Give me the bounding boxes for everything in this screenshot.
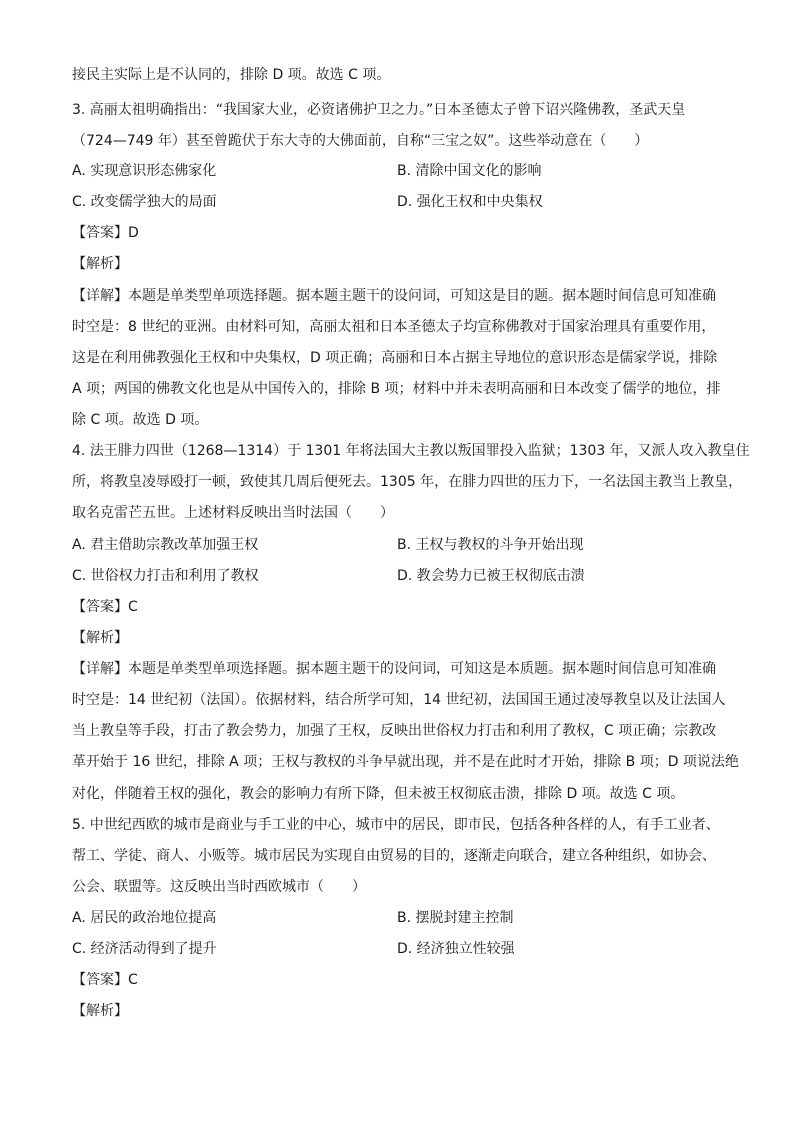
q3-option-c: C. 改变儒学独大的局面: [72, 194, 217, 210]
q5-option-b: B. 摆脱封建主控制: [397, 910, 514, 926]
q3-detail-line-3: 这是在利用佛教强化王权和中央集权，D 项正确；高丽和日本占据主导地位的意识形态是儒家学说，排除: [72, 350, 718, 366]
q4-stem-line-3: 取名克雷芒五世。上述材料反映出当时法国（ ）: [72, 505, 394, 521]
q4-detail-line-5: 对化，伴随着王权的强化，教会的影响力有所下降，但未被王权彻底击溃，排除 D 项。故选 C 项。: [72, 786, 685, 802]
q4-detail-line-1: 【详解】本题是单类型单项选择题。据本题主题干的设问词，可知这是本质题。据本题时间信息可知准确: [72, 661, 716, 677]
q4-option-b: B. 王权与教权的斗争开始出现: [397, 537, 584, 553]
q4-answer: 【答案】C: [72, 599, 138, 615]
q5-option-c: C. 经济活动得到了提升: [72, 941, 217, 957]
q4-option-c: C. 世俗权力打击和利用了教权: [72, 568, 259, 584]
q5-option-d: D. 经济独立性较强: [397, 941, 515, 957]
q4-detail-line-3: 当上教皇等手段，打击了教会势力，加强了王权，反映出世俗权力打击和利用了教权，C 项正确；宗教改: [72, 723, 717, 739]
q4-option-a: A. 君主借助宗教改革加强王权: [72, 537, 259, 553]
q4-option-d: D. 教会势力已被王权彻底击溃: [397, 568, 585, 584]
q5-stem-line-3: 公会、联盟等。这反映出当时西欧城市（ ）: [72, 879, 366, 895]
q4-analysis-label: 【解析】: [72, 630, 128, 646]
q3-stem-line-2: （724—749 年）甚至曾跪伏于东大寺的大佛面前，自称“三宝之奴”。这些举动意在（ ）: [72, 133, 649, 149]
q5-analysis-label: 【解析】: [72, 1003, 128, 1019]
q3-detail-line-4: A 项；两国的佛教文化也是从中国传入的，排除 B 项；材料中并未表明高丽和日本改变了儒学的地位，排: [72, 381, 721, 397]
q5-answer: 【答案】C: [72, 972, 138, 988]
q2-explanation-end: 接民主实际上是不认同的，排除 D 项。故选 C 项。: [72, 67, 391, 83]
q3-option-b: B. 清除中国文化的影响: [397, 163, 542, 179]
q4-detail-line-2: 时空是：14 世纪初（法国）。依据材料，结合所学可知，14 世纪初，法国国王通过凌辱教皇以及让法国人: [72, 692, 726, 708]
q3-detail-line-2: 时空是：8 世纪的亚洲。由材料可知，高丽太祖和日本圣德太子均宣称佛教对于国家治理具有重要作用，: [72, 319, 716, 335]
q3-option-a: A. 实现意识形态佛家化: [72, 163, 217, 179]
q3-stem-line-1: 3. 高丽太祖明确指出：“我国家大业，必资诸佛护卫之力。”日本圣德太子曾下诏兴隆佛教，圣武天皇: [72, 102, 686, 118]
q3-detail-line-5: 除 C 项。故选 D 项。: [72, 412, 209, 428]
q4-detail-line-4: 革开始于 16 世纪，排除 A 项；王权与教权的斗争早就出现，并不是在此时才开始，排除 B 项；D 项说法绝: [72, 754, 739, 770]
q5-stem-line-1: 5. 中世纪西欧的城市是商业与手工业的中心，城市中的居民，即市民，包括各种各样的人，有手工业者、: [72, 817, 720, 833]
q5-stem-line-2: 帮工、学徒、商人、小贩等。城市居民为实现自由贸易的目的，逐渐走向联合，建立各种组织，如协会、: [72, 848, 716, 864]
q3-analysis-label: 【解析】: [72, 256, 128, 272]
q4-stem-line-2: 所，将教皇凌辱殴打一顿，致使其几周后便死去。1305 年，在腓力四世的压力下，一名法国主教当上教皇，: [72, 474, 743, 490]
q3-detail-line-1: 【详解】本题是单类型单项选择题。据本题主题干的设问词，可知这是目的题。据本题时间信息可知准确: [72, 288, 716, 304]
q5-option-a: A. 居民的政治地位提高: [72, 910, 217, 926]
q4-stem-line-1: 4. 法王腓力四世（1268—1314）于 1301 年将法国大主教以叛国罪投入监狱；1303 年，又派人攻入教皇住: [72, 443, 750, 459]
q3-answer: 【答案】D: [72, 225, 139, 241]
q3-option-d: D. 强化王权和中央集权: [397, 194, 543, 210]
